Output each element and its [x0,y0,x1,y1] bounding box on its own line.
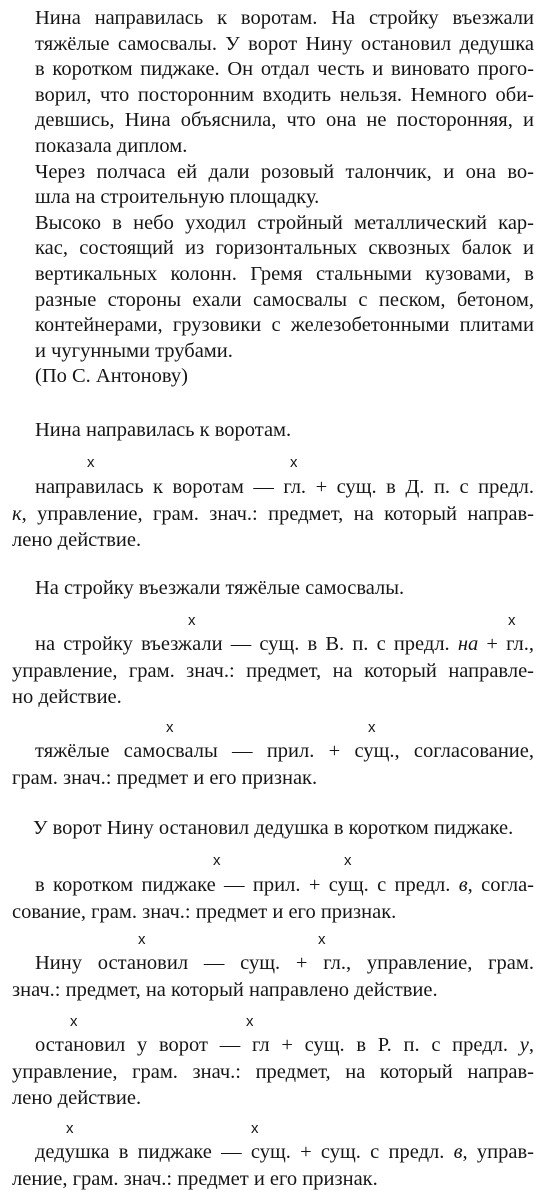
phrase-line [12,501,534,528]
phrase-line: сование, грам. знач.: предмет и его признак. [12,900,397,923]
phrase-text: + гл., [478,633,534,655]
phrase-line: управление, грам. знач.: предмет, на который направ- [12,1060,534,1083]
main-word-mark: x [368,719,376,736]
dependent-word-mark: x [166,719,174,736]
example-sentence-3: У ворот Нину остановил дедушка в коротком пиджаке. [33,817,514,839]
phrase-line [12,631,534,658]
phrase-text: , управ- [462,1141,535,1163]
phrase-line: тяжёлые самосвалы — прил. + сущ., согласование, [35,740,534,762]
phrase-analysis-2-2 [12,738,534,791]
phrase-text: , [528,1034,534,1056]
dependent-word-mark: x [246,1013,254,1030]
phrase-text: , согла- [467,874,534,896]
example-sentence-1: Нина направилась к воротам. [35,419,292,441]
phrase-line [12,872,534,899]
text-line: Через полчаса ей дали розовый талончик, и она во- [35,160,534,183]
text-line: показала диплом. [35,134,188,157]
story-text [12,6,534,390]
text-line: Высоко в небо уходил стройный металлический кар- [35,211,534,234]
main-word-mark: x [188,612,196,629]
example-sentence-2: На стройку въезжали тяжёлые самосвалы. [35,577,405,599]
text-line: кас, состоящий из горизонтальных сквозных балок и [35,237,534,260]
story-paragraph-1 [12,6,534,160]
phrase-analysis-1-1 [12,474,534,554]
text-line: ворил, что посторонним входить нельзя. Немного оби- [35,83,534,106]
main-word-mark: x [66,1120,74,1137]
preposition: в [458,874,468,896]
text-line: девшись, Нина объяснила, что она не посторонняя, и [35,109,534,132]
dependent-word-mark: x [508,612,516,629]
phrase-line: лено действие. [12,529,142,551]
text-line: тяжёлые самосвалы. У ворот Нину остановил дедушка [35,32,534,55]
preposition: к [12,502,22,525]
phrase-line: но действие. [12,686,122,708]
phrase-analysis-3-1 [12,872,534,925]
phrase-text: дедушка в пиджаке — сущ. + сущ. с предл. [35,1141,454,1163]
text-line: разные стороны ехали самосвалы с песком, бетоном, [35,288,534,311]
text-line: в коротком пиджаке. Он отдал честь и виновато прого- [35,58,534,81]
main-word-mark: x [344,852,352,869]
dependent-word-mark: x [251,1120,259,1137]
story-paragraph-2 [12,160,534,211]
dependent-word-mark: x [138,931,146,948]
text-line: шла на строительную площадку. [35,186,320,209]
phrase-analysis-3-2 [12,950,534,1003]
phrase-line: ление, грам. знач.: предмет и его признак. [12,1167,378,1190]
dependent-word-mark: x [213,852,221,869]
phrase-text: в коротком пиджаке — прил. + сущ. с предл. [35,874,459,896]
phrase-line [12,1139,534,1166]
phrase-text: на стройку въезжали — сущ. в В. п. с предл. [35,633,458,655]
phrase-line: знач.: предмет, на который направлено действие. [12,978,438,1001]
phrase-text: остановил у ворот — гл + сущ. в Р. п. с предл. [35,1034,520,1056]
phrase-line: лено действие. [12,1087,142,1109]
phrase-line: управление, грам. знач.: предмет, на который направле- [12,659,534,682]
preposition: у [519,1034,529,1056]
phrase-line [12,1032,534,1059]
phrase-analysis-3-4 [12,1139,534,1192]
phrase-line: грам. знач.: предмет и его признак. [12,766,318,789]
main-word-mark: x [318,931,326,948]
text-line: вертикальных колонн. Гремя стальными кузовами, в [35,262,534,285]
phrase-line: Нину остановил — сущ. + гл., управление, грам. [35,952,534,974]
main-word-mark: x [87,454,95,471]
phrase-analysis-2-1 [12,631,534,711]
preposition: в [453,1141,463,1163]
text-line: и чугунными трубами. [35,339,233,362]
preposition: на [457,633,479,655]
phrase-analysis-3-3 [12,1032,534,1112]
phrase-text: , управление, грам. знач.: предмет, на который направ- [21,502,534,525]
phrase-line: направилась к воротам — гл. + сущ. в Д. п. с предл. [35,476,534,498]
text-line: контейнерами, грузовики с железобетонными плитами [35,314,534,337]
main-word-mark: x [70,1013,78,1030]
dependent-word-mark: x [290,454,298,471]
story-paragraph-3 [12,211,534,365]
text-line: Нина направилась к воротам. На стройку въезжали [35,7,534,29]
story-source: (По С. Антонову) [35,365,188,388]
